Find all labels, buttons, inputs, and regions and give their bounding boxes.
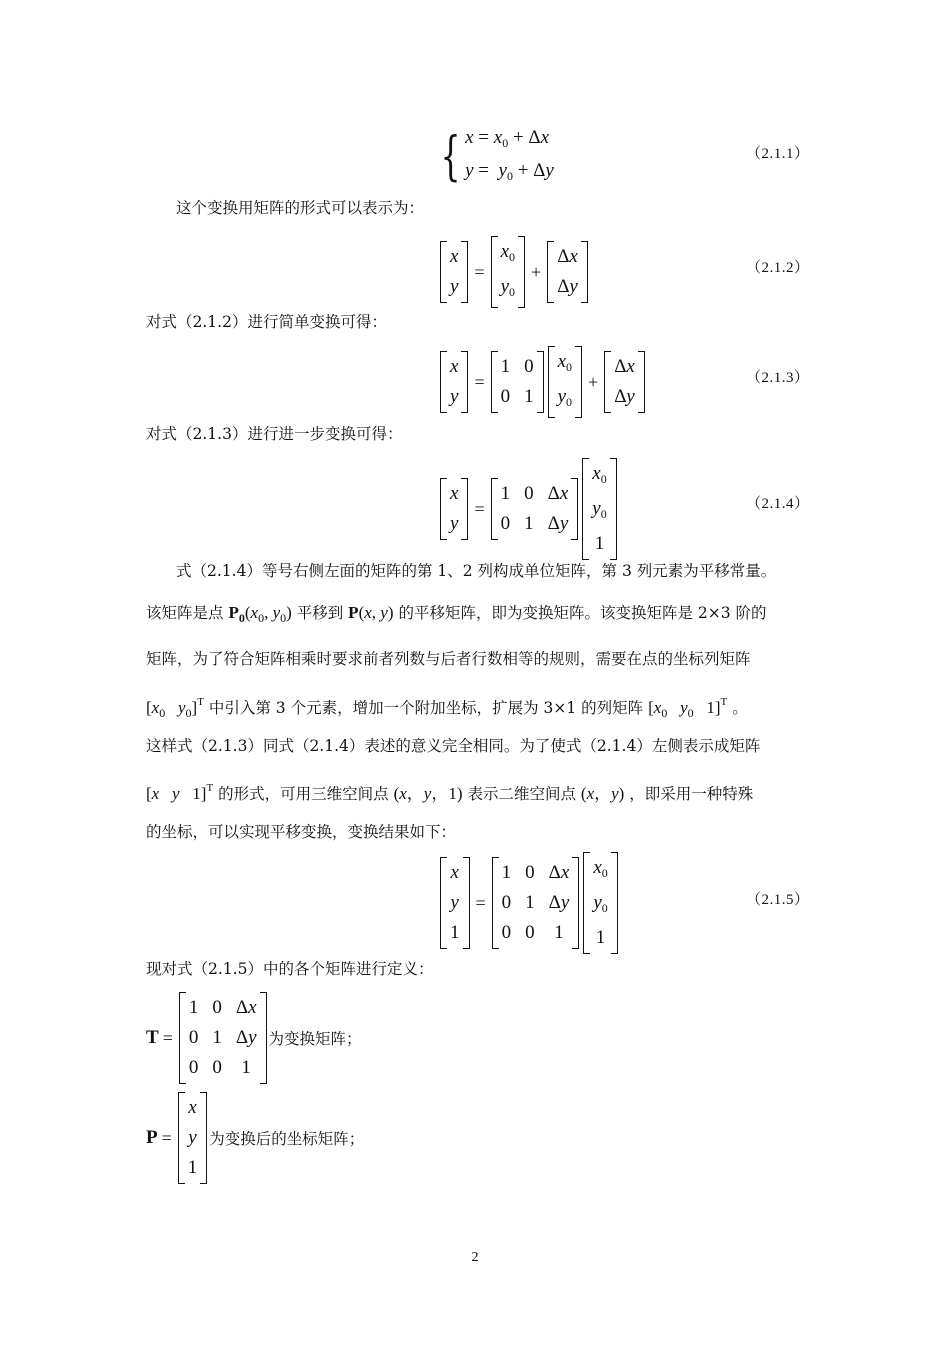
paragraph-4-line-3: 矩阵，为了符合矩阵相乘时要求前者列数与后者行数相等的规则，需要在点的坐标列矩阵	[146, 650, 751, 668]
equation-number: （2.1.4）	[746, 496, 810, 512]
paragraph-5: 现对式（2.1.5）中的各个矩阵进行定义：	[146, 960, 434, 978]
equation-number: （2.1.2）	[746, 260, 810, 276]
paragraph-3: 对式（2.1.3）进行进一步变换可得：	[146, 425, 403, 443]
document-page: { $x = x_0 + \Delta x$ $y = y_0 + \Delta y$ （2.1.1） 这个变换用矩阵的形式可以表示为： x y = $x_0$ $y_0$ + Δx Δy （2.1.2） 对式（2.1.2）进行简单变换可得： x y = 1 0 0 1 $x_0$ $y_0$ + Δx Δy （2.1.3） 对式（2.1.3）进行进一步变换可得： x y = 1 0 Δx 0 1 Δy $x_0$ $y_0$ 1 （2.1.4） 式（2.1.4）等号右侧左面的矩阵的第 1、2 列构成单位矩阵，第 3 列元素为平移常量。 该矩阵是点 $P_0(x_0$, $y_0$) 平移到 P(x, y) 的平移矩阵，即为变换矩阵。该变换矩阵是 2×3 阶的 矩阵，为了符合矩阵相乘时要求前者列数与后者行数相等的规则，需要在点的坐标列矩阵 [$x_0$ $y_0]^T$ 中引入第 3 个元素，增加一个附加坐标，扩展为 3×1 的列矩阵 [$x_0$ $y_0$ 1]$^T$ 。 这样式（2.1.3）同式（2.1.4）表述的意义完全相同。为了使式（2.1.4）左侧表示成矩阵 [x y 1]$^T$ 的形式，可用三维空间点 (x，y，1) 表示二维空间点 (x，y) ，即采用一种特殊 的坐标，可以实现平移变换，变换结果如下： x y 1 = 1 0 Δx 0 1 Δy 0 0 1 $x_0$ $y_0$ 1 （2.1.5） 现对式（2.1.5）中的各个矩阵进行定义： T = 1 0 Δx 0 1 Δy 0 0 1 为变换矩阵； P = x y 1 为变换后的坐标矩阵； 2	[0, 0, 950, 1345]
page-number: 2	[471, 1250, 479, 1265]
equation-number: （2.1.3）	[746, 370, 810, 386]
equation-number: （2.1.1）	[746, 146, 810, 162]
paragraph-2: 对式（2.1.2）进行简单变换可得：	[146, 313, 387, 331]
equation-number: （2.1.5）	[746, 892, 810, 908]
paragraph-4-line-6: [x y 1]$^T$ 的形式，可用三维空间点 (x，y，1) 表示二维空间点 (x，y) ，即采用一种特殊	[146, 782, 754, 803]
paragraph-1: 这个变换用矩阵的形式可以表示为：	[176, 199, 425, 217]
paragraph-4-line-4: [$x_0$ $y_0]^T$ 中引入第 3 个元素，增加一个附加坐标，扩展为 3×1 的列矩阵 [$x_0$ $y_0$ 1]$^T$ 。	[146, 696, 748, 720]
paragraph-4-line-5: 这样式（2.1.3）同式（2.1.4）表述的意义完全相同。为了使式（2.1.4）左侧表示成矩阵	[146, 737, 761, 755]
paragraph-4-line-2: 该矩阵是点 $P_0(x_0$, $y_0$) 平移到 P(x, y) 的平移矩阵，即为变换矩阵。该变换矩阵是 2×3 阶的	[146, 603, 767, 625]
paragraph-4-line-1: 式（2.1.4）等号右侧左面的矩阵的第 1、2 列构成单位矩阵，第 3 列元素为平移常量。	[176, 562, 777, 580]
paragraph-4-line-7: 的坐标，可以实现平移变换，变换结果如下：	[146, 823, 457, 841]
